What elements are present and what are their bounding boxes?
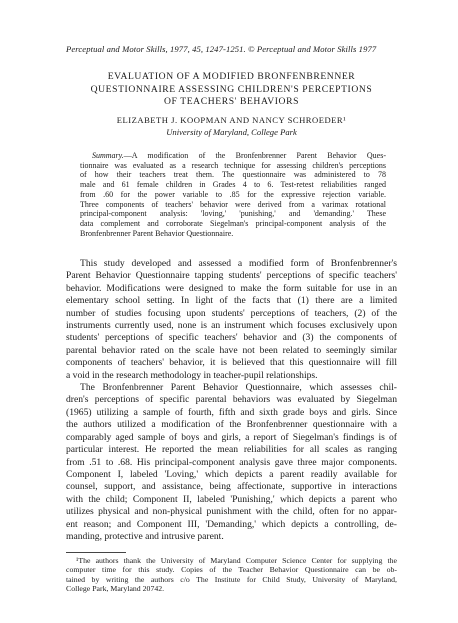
paragraph-line: components of teachers' behavior, it is believed that this questionnaire will fill [66, 357, 397, 369]
summary-lead: Summary. [92, 151, 124, 160]
paragraph-line: instruments currently used, none is an instrument which focuses exclusively upon [66, 320, 397, 332]
summary-line: data complement and corroborate Siegelman's principal-component analysis of the [80, 218, 386, 228]
paragraph-line: The Bronfenbrenner Parent Behavior Questionnaire, which assesses chil- [80, 382, 397, 394]
summary-line: male and 61 female children in Grades 4 to 6. Test-retest reliabilities ranged [80, 180, 386, 190]
summary-abstract [80, 151, 386, 238]
summary-line [80, 151, 386, 161]
article-title [66, 71, 397, 109]
footnote-line: computer time for this study. Copies of the Teacher Behavior Questionnaire can be ob- [66, 565, 397, 575]
paragraph-line: behavior. Modifications were designed to make the form suitable for use in an [66, 282, 397, 294]
summary-line: Three components of teachers' behavior were derived from a varimax rotational [80, 199, 386, 209]
paragraph-line: manding, protective and intrusive parent. [66, 530, 224, 542]
author-names: ELIZABETH J. KOOPMAN AND NANCY SCHROEDER¹ [116, 115, 347, 125]
paragraph-line: ent reason; and Component III, 'Demanding,' which depicts a controlling, de- [66, 518, 397, 530]
paragraph-line: particular interest. He reported the mean reliabilities for all scales as ranging [66, 444, 397, 456]
summary-line: from .60 for the power variable to .85 for the expressive rejection variable. [80, 189, 386, 199]
paragraph-line: students' perceptions of specific teachers' behavior and (3) the components of [66, 332, 397, 344]
paragraph-line: a void in the research methodology in teacher-pupil relationships. [66, 369, 318, 381]
paragraph-line: with the child; Component II, labeled 'Punishing,' which depicts a parent who [66, 493, 397, 505]
summary-line-text: —A modification of the Bronfenbrenner Parent Behavior Ques- [123, 151, 386, 160]
paragraph-line: (1965) utilizing a sample of fourth, fifth and sixth grade boys and girls. Since [66, 406, 397, 418]
paragraph-line: This study developed and assessed a modified form of Bronfenbrenner's [80, 258, 397, 269]
paragraph-line: the authors utilized a modification of the Bronfenbrenner questionnaire with a [66, 419, 397, 431]
paragraph-line: parental behavior rated on the scale have not been related to seemingly similar [66, 344, 397, 356]
title-line: OF TEACHERS' BEHAVIORS [163, 96, 300, 107]
paragraph-line: counsel, support, and assistance, being affectionate, supportive in interactions [66, 481, 397, 493]
footnote-divider [66, 552, 126, 553]
paragraph-line: elementary school setting. In light of the facts that (1) there are a limited [66, 295, 397, 307]
author-affiliation: University of Maryland, College Park [166, 127, 297, 137]
body-text [66, 258, 397, 543]
summary-line: Bronfenbrenner Parent Behavior Questionnaire. [80, 228, 234, 238]
paragraph-line: from .51 to .68. His principal-component analysis gave three major components. [66, 456, 397, 468]
summary-line: of how their teachers treat them. The questionnaire was administered to 78 [80, 170, 386, 180]
summary-line: tionnaire was evaluated as a research technique for assessing children's perceptions [80, 160, 386, 170]
footnote-line: ¹The authors thank the University of Maryland Computer Science Center for supplying the [76, 556, 397, 565]
title-line: QUESTIONNAIRE ASSESSING CHILDREN'S PERCEPTIONS [90, 83, 373, 95]
footnote [66, 556, 397, 593]
paragraph-line: Parent Behavior Questionnaire tapping students' perceptions of specific teachers' [66, 270, 397, 282]
paragraph-line: comparably aged sample of boys and girls, a report of Siegelman's findings is of [66, 431, 397, 443]
paragraph-line: Component I, labeled 'Loving,' which depicts a parent readily available for [66, 468, 397, 480]
summary-line: principal-component analysis: 'loving,' 'punishing,' and 'demanding.' These [80, 209, 386, 219]
paragraph-line: dren's perceptions of specific parental behaviors was evaluated by Siegelman [66, 394, 397, 406]
running-head: Perceptual and Motor Skills, 1977, 45, 1247-1251. © Perceptual and Motor Skills 1977 [66, 44, 377, 54]
footnote-line: College Park, Maryland 20742. [66, 583, 165, 593]
paragraph-line: utilizes physical and non-physical punishment with the child, often for no appar- [66, 506, 397, 518]
paragraph-line: number of studies focusing upon students' perceptions of teachers, (2) of the [66, 307, 397, 319]
title-line: EVALUATION OF A MODIFIED BRONFENBRENNER [107, 71, 356, 82]
footnote-line: tained by writing the authors c/o The Institute for Child Study, University of Maryland, [66, 574, 397, 584]
